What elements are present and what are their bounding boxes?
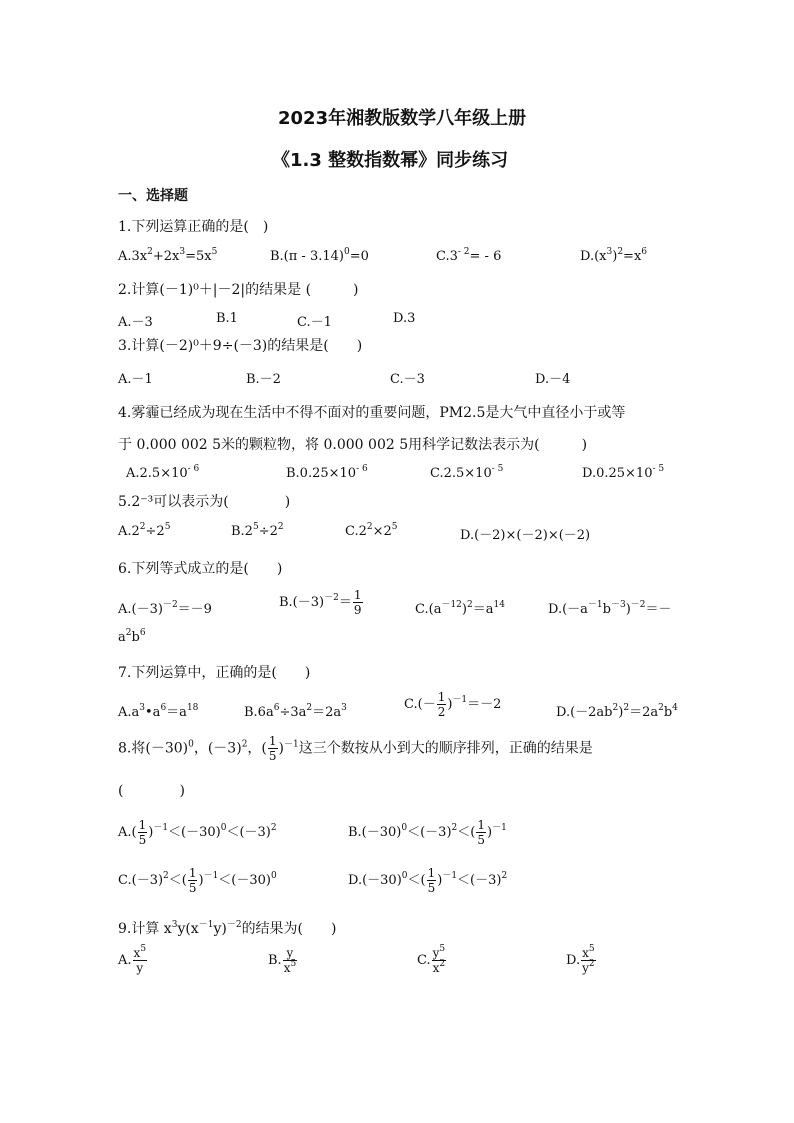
question-9-stem: 9.计算 $x^3y(x^{-1}y)^{-2}$的结果为( ) bbox=[118, 920, 337, 937]
question-5-stem: 5.2⁻³可以表示为( ) bbox=[118, 494, 291, 510]
fraction: $\frac{1}{9}$ bbox=[353, 588, 362, 617]
question-1-option-b: B.(π - 3.14)$^0$=0 bbox=[270, 247, 369, 264]
question-8-answer-blank: ( ) bbox=[118, 783, 185, 799]
question-5-option-d: D.(－2)×(－2)×(－2) bbox=[460, 528, 591, 543]
question-4-option-b: $B.0.25\times 10^{- 6}$ bbox=[286, 464, 368, 481]
question-6-option-d: $D.(-a^{-1}b^{-3})^{-2}=-$ bbox=[548, 600, 672, 617]
fraction: $\frac{1}{2}$ bbox=[437, 690, 446, 719]
question-1-stem: 1.下列运算正确的是( ) bbox=[118, 219, 269, 235]
question-7-option-c: C.(－ $\frac{1}{2}$ )$^{-1}$＝－2 bbox=[404, 690, 502, 719]
question-1-option-a: $A.3x^2+2x^3=5x^5$ bbox=[118, 247, 218, 264]
document-subtitle: 《1.3 整数指数幂》同步练习 bbox=[272, 150, 509, 171]
question-8-option-a: A.( $\frac{1}{5}$ )$^{-1}<(-30)^0<(-3)^2$ bbox=[118, 818, 277, 847]
fraction: $\frac{x^5}{y^2}$ bbox=[582, 944, 595, 975]
fraction: $\frac{1}{5}$ bbox=[138, 818, 147, 847]
fraction: $\frac{1}{5}$ bbox=[477, 818, 485, 847]
question-2-option-a: A.－3 bbox=[118, 315, 153, 330]
question-4-stem-line-2: 于 0.000 002 5米的颗粒物，将 0.000 002 5用科学记数法表示为( ) bbox=[118, 437, 588, 453]
question-8-stem: 8.将$(-30)^0$，$(-3)^2$，( $\frac{1}{5}$ )$^{-1}$这三个数按从小到大的顺序排列，正确的结果是 bbox=[118, 734, 593, 763]
fraction: $\frac{y^5}{x^2}$ bbox=[432, 944, 446, 975]
question-1-option-c: $C.3^{- 2}= - 6$ bbox=[436, 247, 502, 264]
question-5-option-a: $A.2^2\div 2^5$ bbox=[118, 522, 171, 539]
section-heading: 一、选择题 bbox=[118, 188, 188, 204]
question-5-option-c: $C.2^2\times 2^5$ bbox=[345, 522, 398, 539]
question-6-option-d-continued: $a^2b^6$ bbox=[118, 628, 146, 645]
question-4-option-d: $D.0.25\times 10^{- 5}$ bbox=[582, 464, 665, 481]
question-8-option-b: $B.(-30)^0<(-3)^2<$( $\frac{1}{5}$ )$^{-1}$ bbox=[348, 818, 507, 847]
fraction: $\frac{1}{5}$ bbox=[427, 866, 436, 895]
question-3-option-a: A.－1 bbox=[118, 372, 153, 387]
question-7-stem: 7.下列运算中，正确的是( ) bbox=[118, 665, 311, 681]
fraction: $\frac{1}{5}$ bbox=[188, 866, 197, 895]
question-9-option-b: B. $\frac{y}{x^5}$ bbox=[268, 946, 297, 975]
question-6-option-c: $C.(a^{-12})^2=a^{14}$ bbox=[415, 600, 505, 617]
question-5-option-b: $B.2^5\div 2^2$ bbox=[231, 522, 284, 539]
question-3-option-c: C.－3 bbox=[390, 372, 425, 387]
question-4-option-c: $C.2.5\times 10^{- 5}$ bbox=[430, 464, 504, 481]
question-1-option-d: $D.(x^3)^2=x^6$ bbox=[580, 247, 648, 264]
question-6-option-a: $A.(-3)^{-2}=-9$ bbox=[118, 600, 212, 617]
fraction: $\frac{1}{5}$ bbox=[268, 734, 277, 763]
question-2-option-c: C.－1 bbox=[297, 315, 332, 330]
question-2-stem: 2.计算(－1)⁰＋|－2|的结果是 ( ) bbox=[118, 282, 359, 298]
question-8-option-c: $C.(-3)^2<$( $\frac{1}{5}$ )$^{-1}<(-30)^0$ bbox=[118, 866, 277, 895]
question-6-stem: 6.下列等式成立的是( ) bbox=[118, 561, 283, 577]
question-7-option-a: $A.a^3•a^6=a^{18}$ bbox=[118, 703, 199, 720]
question-4-stem-line-1: 4.雾霾已经成为现在生活中不得不面对的重要问题，PM2.5是大气中直径小于或等 bbox=[118, 405, 626, 421]
question-9-option-c: C. $\frac{y^5}{x^2}$ bbox=[417, 944, 446, 975]
question-3-stem: 3.计算(－2)⁰＋9÷(－3)的结果是( ) bbox=[118, 338, 363, 354]
question-2-option-b: B.1 bbox=[216, 311, 238, 326]
fraction: $\frac{y}{x^5}$ bbox=[283, 946, 297, 975]
question-3-option-b: B.－2 bbox=[246, 372, 281, 387]
question-7-option-b: $B.6a^6\div 3a^2=2a^3$ bbox=[244, 703, 347, 720]
question-4-option-a: $A.2.5\times 10^{- 6}$ bbox=[126, 464, 200, 481]
question-2-option-d: D.3 bbox=[393, 311, 416, 326]
question-3-option-d: D.－4 bbox=[535, 372, 571, 387]
question-9-option-d: D. $\frac{x^5}{y^2}$ bbox=[566, 944, 595, 975]
fraction: $\frac{x^5}{y}$ bbox=[133, 944, 147, 975]
document-title: 2023年湘教版数学八年级上册 bbox=[278, 108, 527, 129]
question-6-option-b: $B.(-3)^{-2}=$ $\frac{1}{9}$ bbox=[279, 588, 362, 617]
question-8-option-d: $D.(-30)^0<$( $\frac{1}{5}$ )$^{-1}<(-3)^2$ bbox=[348, 866, 508, 895]
question-7-option-d: $D.(-2ab^2)^2=2a^2b^4$ bbox=[556, 703, 678, 720]
question-9-option-a: A. $\frac{x^5}{y}$ bbox=[118, 944, 147, 975]
